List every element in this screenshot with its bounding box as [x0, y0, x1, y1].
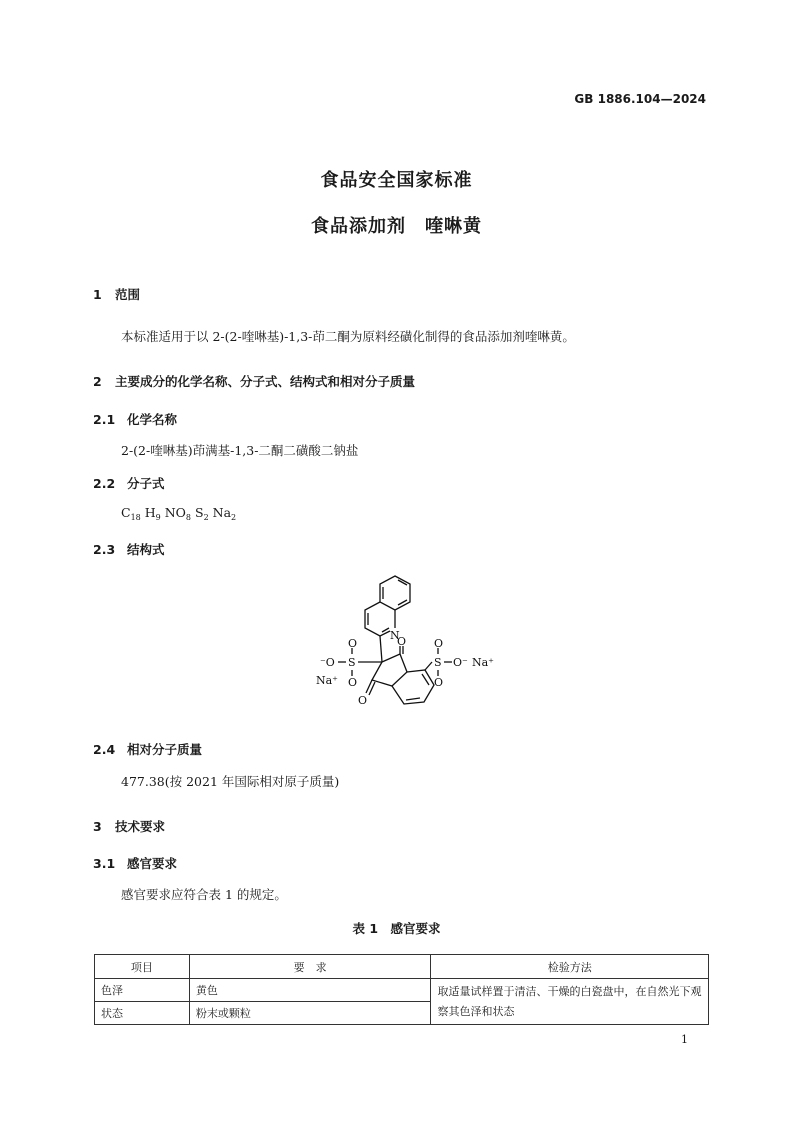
molecular-formula: $C_{18}$ $H_9$ $NO_8$ $S_2$ $Na_2$ [121, 505, 237, 522]
column-header: 检验方法 [431, 955, 709, 979]
section-number: 2.4 [93, 742, 116, 757]
nitrogen-label: N [390, 629, 400, 642]
table-caption: 表 1 感官要求 [352, 921, 441, 936]
sodium-label: Na⁺ [316, 674, 338, 687]
section-2-2-heading [93, 474, 165, 492]
oxygen-label: O [434, 676, 444, 689]
section-number: 2 [93, 374, 102, 389]
requirement-cell: 粉末或颗粒 [189, 1002, 431, 1025]
document-title: 食品安全国家标准 [320, 170, 473, 191]
table-header-row [95, 955, 709, 979]
section-2-1-heading [93, 410, 177, 428]
sodium-label: Na⁺ [472, 656, 494, 669]
molecular-mass: 477.38(按 2021 年国际相对原子质量) [121, 774, 340, 789]
document-subtitle: 食品添加剂 喹啉黄 [311, 216, 482, 237]
oxygen-label: O [348, 637, 358, 650]
sulfur-label: S [348, 656, 356, 669]
section-3-1-text: 感官要求应符合表 1 的规定。 [121, 887, 287, 902]
section-2-heading [93, 372, 415, 390]
section-2-4-heading [93, 740, 202, 758]
section-2-3-heading [93, 540, 165, 558]
section-1-text: 本标准适用于以 2-(2-喹啉基)-1,3-茚二酮为原料经磺化制得的食品添加剂喹啉黄。 [121, 329, 575, 344]
section-title: 分子式 [127, 476, 165, 491]
page-number: 1 [681, 1033, 688, 1046]
chemical-name: 2-(2-喹啉基)茚满基-1,3-二酮二磺酸二钠盐 [121, 443, 359, 458]
table-row [95, 979, 709, 1002]
section-title: 主要成分的化学名称、分子式、结构式和相对分子质量 [115, 374, 416, 389]
column-header: 项目 [95, 955, 190, 979]
oxide-label: O⁻ [453, 656, 468, 669]
standard-number: GB 1886.104—2024 [574, 92, 706, 106]
section-title: 感官要求 [127, 856, 178, 871]
oxygen-label: O [358, 694, 368, 707]
oxide-label: ⁻O [320, 656, 335, 669]
section-3-1-heading [93, 854, 177, 872]
section-title: 结构式 [127, 542, 165, 557]
section-number: 3.1 [93, 856, 116, 871]
section-title: 范围 [115, 287, 141, 302]
column-header: 要 求 [189, 955, 431, 979]
section-title: 化学名称 [127, 412, 178, 427]
oxygen-label: O [348, 676, 358, 689]
section-number: 1 [93, 287, 102, 302]
section-1-heading [93, 285, 140, 303]
oxygen-label: O [397, 635, 407, 648]
structural-formula-diagram [310, 570, 500, 725]
section-number: 3 [93, 819, 102, 834]
sulfur-label: S [434, 656, 442, 669]
section-3-heading [93, 817, 165, 835]
method-cell: 取适量试样置于清洁、干燥的白瓷盘中，在自然光下观察其色泽和状态 [431, 979, 709, 1025]
requirement-cell: 黄色 [189, 979, 431, 1002]
sensory-requirements-table [94, 954, 709, 1025]
item-cell: 状态 [95, 1002, 190, 1025]
section-number: 2.1 [93, 412, 116, 427]
section-number: 2.2 [93, 476, 116, 491]
oxygen-label: O [434, 637, 444, 650]
section-title: 技术要求 [115, 819, 166, 834]
section-title: 相对分子质量 [127, 742, 203, 757]
item-cell: 色泽 [95, 979, 190, 1002]
section-number: 2.3 [93, 542, 116, 557]
